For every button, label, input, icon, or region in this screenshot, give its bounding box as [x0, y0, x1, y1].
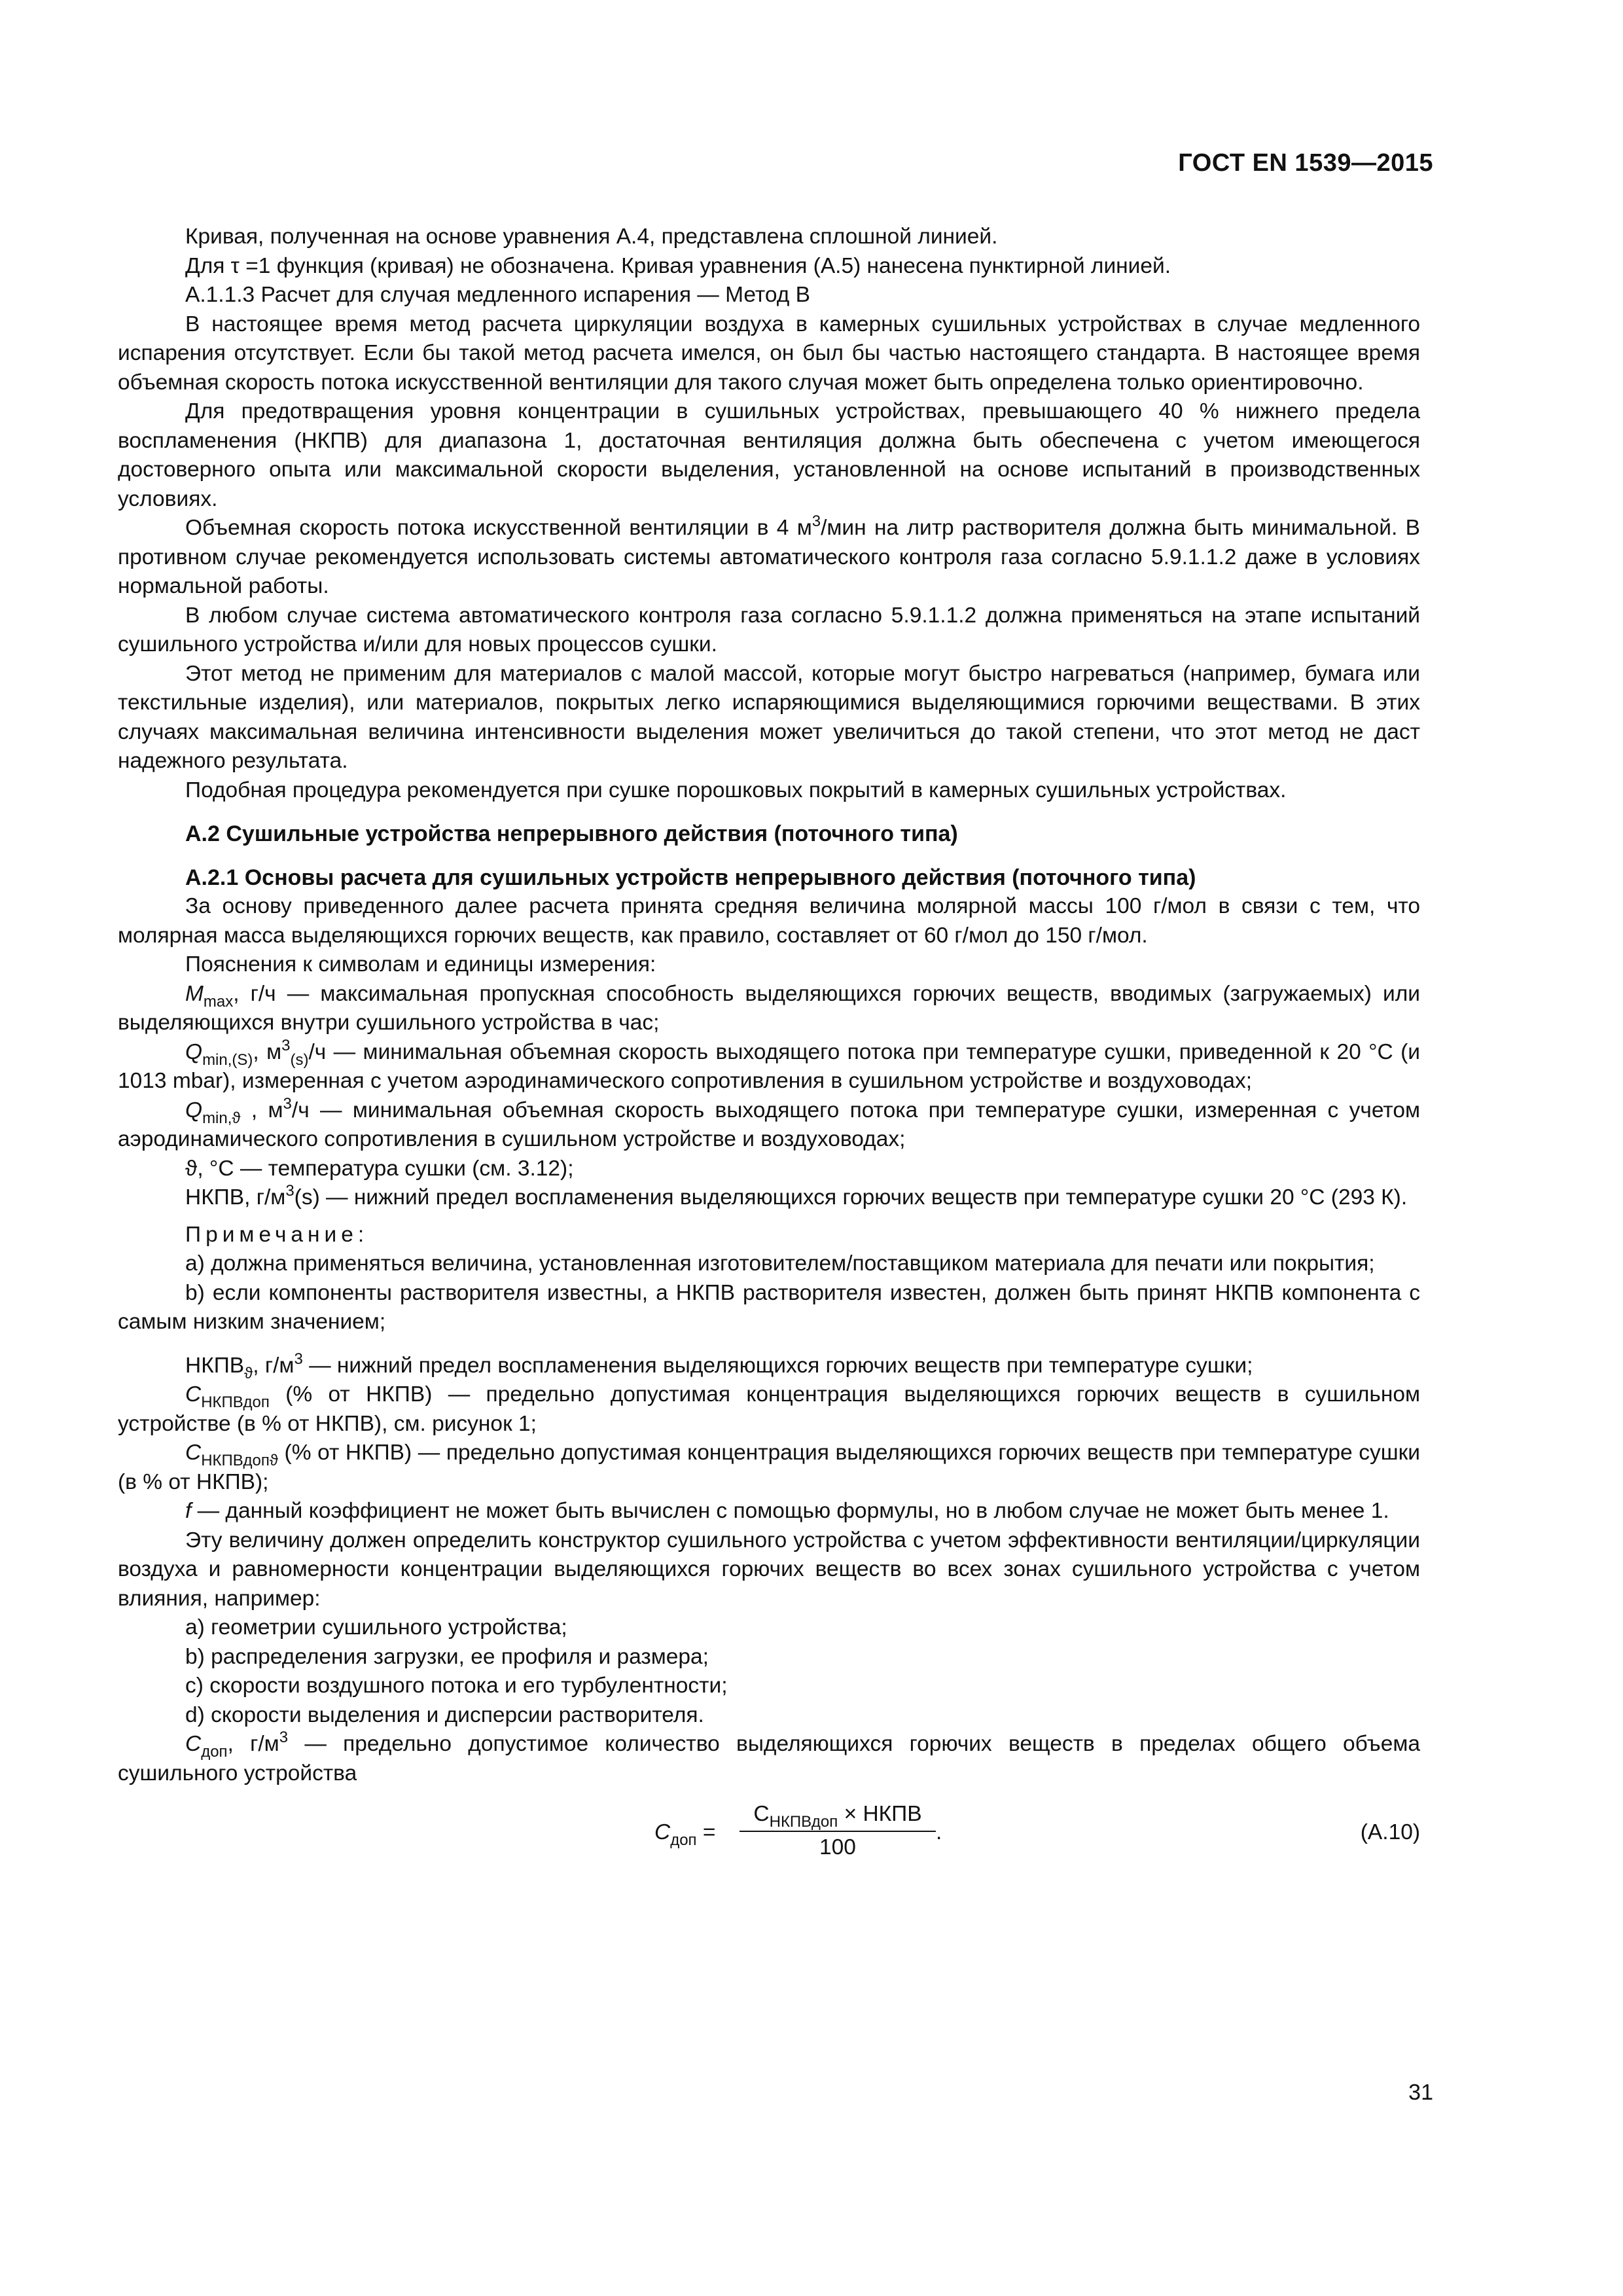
subscript: ϑ — [244, 1364, 253, 1382]
subscript: min,ϑ — [202, 1109, 241, 1127]
superscript: 3 — [283, 1094, 292, 1113]
symbol-definition-theta: ϑ, °С — температура сушки (см. 3.12); — [185, 1156, 574, 1181]
document-body — [118, 223, 1420, 1878]
text: , м — [253, 1039, 282, 1064]
subscript: НКПВдоп — [769, 1813, 838, 1831]
symbol-definition-mmax — [118, 980, 1420, 1038]
list-item: а) геометрии сушильного устройства; — [185, 1615, 567, 1640]
fraction-numerator — [740, 1800, 936, 1832]
text: /ч — минимальная объемная скорость выходящего потока при температуре сушки, измеренная с учетом аэродинамического сопротивления в сушильном устройстве и воздуховодах; — [118, 1098, 1420, 1151]
paragraph: В настоящее время метод расчета циркуляции воздуха в камерных сушильных устройствах в случае медленного испарения отсутствует. Если бы такой метод расчета имелся, он был бы частью настоящего стандарта. В настоящее время объемная скорость потока искусственной вентиляции для такого случая может быть определена только ориентировочно. — [118, 312, 1420, 395]
list-item: b) распределения загрузки, ее профиля и размера; — [185, 1644, 709, 1669]
symbol: С — [753, 1802, 770, 1826]
subscript: (s) — [290, 1050, 309, 1069]
note-item: а) должна применяться величина, установленная изготовителем/поставщиком материала для печати или покрытия; — [185, 1251, 1375, 1276]
note-item: b) если компоненты растворителя известны, а НКПВ растворителя известен, должен быть принят НКПВ компонента с самым низким значением; — [118, 1280, 1420, 1334]
text: Объемная скорость потока искусственной вентиляции в 4 м — [185, 516, 812, 540]
paragraph: Кривая, полученная на основе уравнения А.4, представлена сплошной линией. — [185, 224, 998, 249]
equation-number: (А.10) — [1360, 1820, 1420, 1844]
superscript: 3 — [281, 1036, 291, 1054]
fraction-denominator: 100 — [819, 1835, 856, 1859]
text: — данный коэффициент не может быть вычислен с помощью формулы, но в любом случае не может быть менее 1. — [191, 1499, 1389, 1523]
superscript: 3 — [294, 1350, 303, 1368]
text: (% от НКПВ) — предельно допустимая концентрация выделяющихся горючих веществ в сушильном устройстве (в % от НКПВ), см. рисунок 1; — [118, 1382, 1420, 1436]
symbol-definition-cd — [118, 1730, 1420, 1788]
text: × НКПВ — [838, 1802, 922, 1826]
list-item: с) скорости воздушного потока и его турбулентности; — [185, 1674, 728, 1698]
text: /мин на литр растворителя должна быть минимальной. В противном случае рекомендуется использовать системы автоматического контроля газа согласно 5.9.1.1.2 даже в условиях нормальной работы. — [118, 516, 1421, 598]
symbol: С — [185, 1732, 202, 1756]
paragraph: Подобная процедура рекомендуется при сушке порошковых покрытий в камерных сушильных устройствах. — [185, 778, 1287, 802]
text: , г/м — [227, 1732, 279, 1756]
text: — предельно допустимое количество выделяющихся горючих веществ в пределах общего объема сушильного устройства — [118, 1732, 1420, 1785]
symbol: С — [654, 1820, 671, 1844]
subscript: доп — [201, 1743, 228, 1761]
paragraph: Для предотвращения уровня концентрации в сушильных устройствах, превышающего 40 % нижнего предела воспламенения (НКПВ) для диапазона 1, достаточная вентиляция должна быть обеспечена с учетом имеющегося достоверного опыта или максимальной скорости выделения, установленной на основе испытаний в производственных условиях. — [118, 399, 1420, 511]
subscript: НКПВдоп — [201, 1393, 270, 1411]
text: , г/м — [253, 1353, 294, 1378]
text: (s) — нижний предел воспламенения выделяющихся горючих веществ при температуре сушки 20 °С (293 К). — [294, 1185, 1408, 1210]
text: НКПВ — [185, 1353, 245, 1378]
section-heading-a21: А.2.1 Основы расчета для сушильных устройств непрерывного действия (поточного типа) — [185, 865, 1196, 890]
paragraph — [118, 514, 1420, 601]
symbol: Q — [185, 1039, 203, 1064]
formula-a10 — [118, 1800, 1420, 1878]
paragraph: Эту величину должен определить конструктор сушильного устройства с учетом эффективности вентиляции/циркуляции воздуха и равномерности концентрации выделяющихся горючих веществ во всех зонах сушильного устройства с учетом влияния, например: — [118, 1528, 1420, 1611]
section-heading-a2: А.2 Сушильные устройства непрерывного действия (поточного типа) — [185, 821, 958, 846]
symbol: Q — [185, 1098, 203, 1122]
symbol-definition-nkpv-theta — [118, 1352, 1420, 1381]
note-label: Примечание: — [185, 1222, 369, 1247]
symbol-definition-cdop-theta — [118, 1439, 1420, 1497]
symbol-definition-nkpv — [118, 1183, 1420, 1213]
text: — нижний предел воспламенения выделяющихся горючих веществ при температуре сушки; — [302, 1353, 1253, 1378]
document-header: ГОСТ EN 1539—2015 — [1178, 149, 1433, 177]
symbol-definition-cdop — [118, 1380, 1420, 1439]
formula-lhs — [654, 1818, 715, 1848]
text: (% от НКПВ) — предельно допустимая концентрация выделяющихся горючих веществ при температуре сушки (в % от НКПВ); — [118, 1441, 1420, 1494]
symbol-definition-qmins — [118, 1038, 1420, 1096]
subscript: min,(S) — [202, 1050, 253, 1069]
paragraph: Этот метод не применим для материалов с малой массой, которые могут быстро нагреваться (например, бумага или текстильные изделия), или материалов, покрытых легко испаряющимися выделяющимися горючими веществами. В этих случаях максимальная величина интенсивности выделения может увеличиться до такой степени, что этот метод не даст надежного результата. — [118, 661, 1420, 773]
superscript: 3 — [285, 1182, 294, 1200]
symbol: С — [185, 1382, 202, 1407]
page-number: 31 — [1408, 2080, 1433, 2105]
symbol: С — [185, 1441, 202, 1465]
symbol-definition-f — [118, 1497, 1420, 1526]
paragraph: Для τ =1 функция (кривая) не обозначена. Кривая уравнения (А.5) нанесена пунктирной линией. — [185, 253, 1171, 278]
text: , г/ч — максимальная пропускная способность выделяющихся горючих веществ, вводимых (загружаемых) или выделяющихся внутри сушильного устройства в час; — [118, 981, 1420, 1035]
formula-period: . — [936, 1820, 942, 1844]
symbol: f — [185, 1499, 192, 1523]
symbol: M — [185, 981, 204, 1006]
paragraph: За основу приведенного далее расчета принята средняя величина молярной массы 100 г/мол в связи с тем, что молярная масса выделяющихся горючих веществ, как правило, составляет от 60 г/мол до 150 г/мол. — [118, 894, 1420, 948]
text: /ч — минимальная объемная скорость выходящего потока при температуре сушки, приведенной к 20 °С (и 1013 mbar), измеренная с учетом аэродинамического сопротивления в сушильном устройстве и воздуховодах; — [118, 1039, 1420, 1093]
subscript: max — [203, 992, 234, 1011]
equals-sign: = — [696, 1820, 716, 1844]
superscript: 3 — [812, 512, 821, 530]
text: НКПВ, г/м — [185, 1185, 286, 1210]
subsection-title: А.1.1.3 Расчет для случая медленного испарения — Метод В — [185, 283, 810, 307]
paragraph: В любом случае система автоматического контроля газа согласно 5.9.1.1.2 должна применяться на этапе испытаний сушильного устройства и/или для новых процессов сушки. — [118, 603, 1420, 656]
text: , м — [240, 1098, 283, 1122]
subscript: доп — [670, 1831, 697, 1849]
subscript: НКПВдопϑ — [201, 1452, 278, 1469]
list-item: d) скорости выделения и дисперсии растворителя. — [185, 1702, 704, 1727]
formula-fraction — [740, 1800, 936, 1862]
paragraph: Пояснения к символам и единицы измерения: — [185, 952, 656, 977]
symbol-definition-qmint — [118, 1096, 1420, 1155]
superscript: 3 — [279, 1729, 289, 1746]
